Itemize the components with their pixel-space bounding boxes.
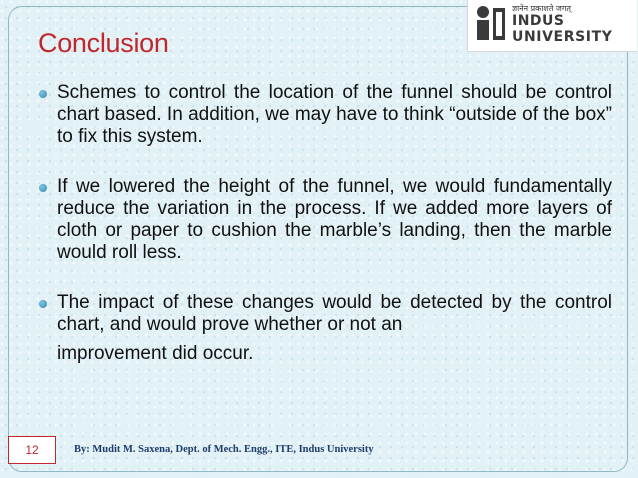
- logo-tagline: ज्ञानेन प्रकाशते जगत्: [512, 4, 571, 13]
- bullet-item: [38, 292, 612, 366]
- bullet-item: [38, 82, 612, 148]
- bullet-text: Schemes to control the location of the funnel should be control chart based. In addition, we may have to think “outside of the box” to fix this system.: [57, 82, 612, 147]
- footer-credit: By: Mudit M. Saxena, Dept. of Mech. Engg., ITE, Indus University: [74, 444, 374, 455]
- slide-title: Conclusion: [38, 28, 169, 58]
- bullet-dot-icon: [39, 300, 47, 308]
- logo-text-indus: INDUS: [512, 13, 565, 29]
- logo-text-university: UNIVERSITY: [512, 29, 613, 45]
- indus-logo-icon: [474, 4, 508, 42]
- bullet-text: The impact of these changes would be detected by the control chart, and would prove whether or not an: [57, 292, 612, 335]
- bullet-text-continued: improvement did occur.: [57, 343, 254, 364]
- university-logo: [467, 0, 637, 52]
- page-number: 12: [8, 436, 56, 464]
- bullet-item: [38, 176, 612, 264]
- bullet-text: If we lowered the height of the funnel, we would fundamentally reduce the variation in the process. If we added more layers of cloth or paper to cushion the marble’s landing, then the marble would roll less.: [57, 176, 612, 263]
- bullet-list: [38, 82, 612, 366]
- bullet-dot-icon: [39, 184, 47, 192]
- bullet-dot-icon: [39, 90, 47, 98]
